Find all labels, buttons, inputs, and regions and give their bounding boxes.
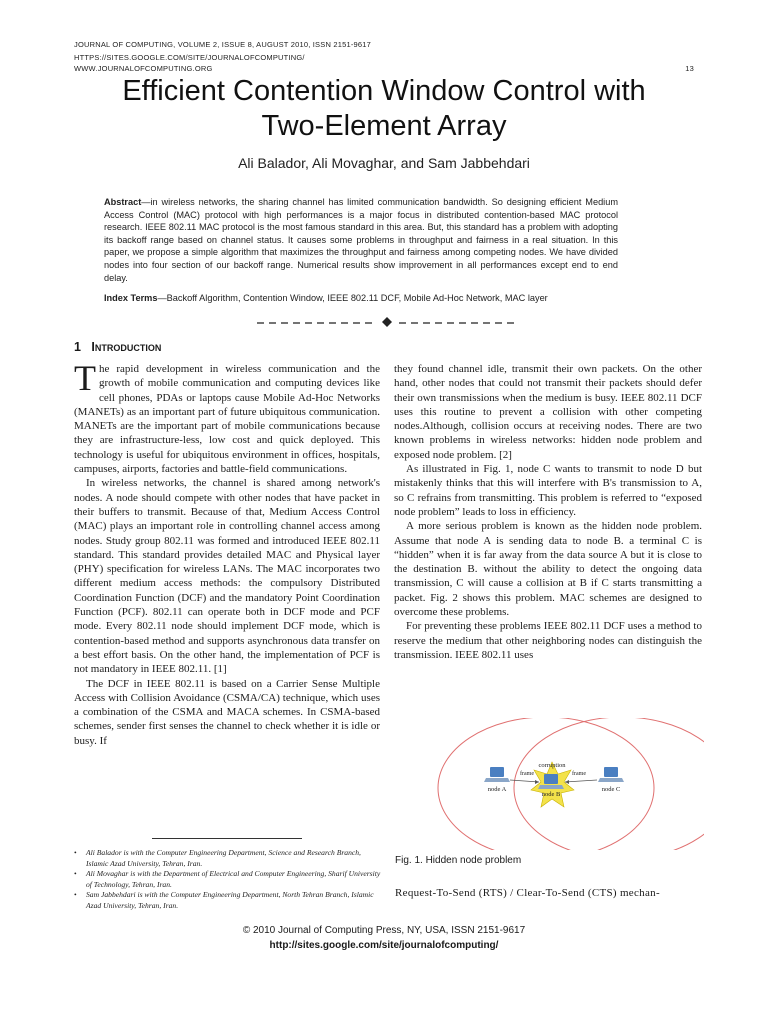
section-divider bbox=[255, 312, 519, 330]
hidden-node-figure bbox=[396, 718, 704, 850]
arrowhead-icon bbox=[535, 780, 539, 784]
index-terms-text: —Backoff Algorithm, Contention Window, IEEE 802.11 DCF, Mobile Ad-Hoc Network, MAC layer bbox=[157, 293, 548, 303]
right-column bbox=[394, 362, 702, 662]
paper-title bbox=[70, 74, 698, 144]
footnote: • Ali Balador is with the Computer Engineering Department, Science and Research Branch, Islamic Azad University, Tehran, Iran. bbox=[74, 848, 384, 869]
collision-label: corruption bbox=[538, 762, 566, 769]
paragraph: A more serious problem is known as the hidden node problem. Assume that node A is sending data to node B. a terminal C is “hidden” when it is far away from the data source A but it is close to the destination B. without the ability to detect the ongoing data transmission, C will cause a collision at B if C starts transmitting a packet. Fig. 2 shows this problem. MAC schemes are designed to overcome these problems. bbox=[394, 520, 702, 619]
node-c-label: node C bbox=[601, 786, 621, 793]
figure-caption: Fig. 1. Hidden node problem bbox=[395, 855, 522, 866]
section-heading bbox=[74, 340, 161, 354]
continuation-text: Request-To-Send (RTS) / Clear-To-Send (CTS) mechan- bbox=[395, 887, 660, 899]
paragraph: In wireless networks, the channel is shared among network's nodes. A node should compete with other nodes that have packet in their buffers to transmit. Because of that, Medium Access Control (MAC) plays an important role in controlling channel access among nodes. Study group 802.11 was formed and introduced IEEE 802.11 standard. This standard provides detailed MAC and Physical layer (PHY) specification for wireless LANs. The MAC incorporates two different medium access methods: the compulsory Distributed Coordination Function (DCF) and the mandatory Point Coordination Function (PCF). 802.11 can operate both in DCF mode and PCF mode. Every 802.11 node should implement DCF mode, which is contention-based method and supports asynchronous data transfer on a best effort basis. On the other hand, the implementation of PCF is not mandatory in IEEE 802.11. [1] bbox=[74, 477, 380, 676]
abstract-text: —in wireless networks, the sharing channel has limited communication bandwidth. So designing efficient Medium Access Control (MAC) protocol with high performances is a major focus in distributed contention-based MAC protocol research. IEEE 802.11 MAC protocol is the most famous standard in this area. But, this standard has a problem with adopting its backoff range based on channel status. It causes some problems in throughput and fairness in a real situation. In this paper, we propose a simple algorithm that maximizes the throughput and fairness among competing nodes. We have divided nodes into four section of our backoff range. Numerical results show improvement in all performances except end to end delay. bbox=[104, 197, 618, 283]
journal-header-line-3: WWW.JOURNALOFCOMPUTING.ORG bbox=[74, 64, 213, 73]
title-line-1: Efficient Contention Window Control with bbox=[122, 75, 646, 107]
footnote-rule bbox=[152, 838, 302, 839]
section-number: 1 bbox=[74, 340, 81, 354]
footnote: • Ali Movaghar is with the Department of Electrical and Computer Engineering, Sharif University of Technology, Tehran, Iran. bbox=[74, 869, 384, 890]
paragraph: The DCF in IEEE 802.11 is based on a Carrier Sense Multiple Access with Collision Avoidance (CSMA/CA) technique, which uses a combination of the CSMA and MACA schemes. In CSMA-based schemes, sender first senses the channel to check whether it is idle or busy. If bbox=[74, 677, 380, 747]
index-terms bbox=[104, 292, 618, 305]
laptop-c-icon bbox=[598, 767, 624, 782]
authors: Ali Balador, Ali Movaghar, and Sam Jabbehdari bbox=[238, 155, 530, 171]
footer-url[interactable]: http://sites.google.com/site/journalofcomputing/ bbox=[269, 940, 499, 951]
frame-arrow-right bbox=[565, 780, 597, 782]
page-number: 13 bbox=[685, 64, 694, 73]
footnote: • Sam Jabbehdari is with the Computer Engineering Department, North Tehran Branch, Islamic Azad University, Tehran, Iran. bbox=[74, 890, 384, 911]
paragraph: they found channel idle, transmit their own packets. On the other hand, other nodes that could not transmit their packets should defer their own transmissions when the medium is busy. IEEE 802.11 DCF uses this routine to prevent a collision with other competing nodes.Although, collision occurs at receiving nodes. There are two known problems in wireless networks: hidden node problem and exposed node problem. [2] bbox=[394, 363, 702, 461]
node-a-label: node A bbox=[487, 786, 507, 793]
diamond-icon bbox=[382, 317, 392, 327]
laptop-a-icon bbox=[484, 767, 510, 782]
left-column bbox=[74, 358, 380, 748]
abstract-label: Abstract bbox=[104, 197, 142, 207]
node-b-label: node B bbox=[541, 791, 561, 798]
drop-cap: T bbox=[74, 358, 96, 398]
paragraph: The rapid development in wireless communication and the growth of mobile communication and computing devices like cell phones, PDAs or laptops cause Mobile Ad-Hoc Networks (MANETs) as an important part of future ubiquitous communication. MANETs are the important part of mobile communications because they are infrastructure-less, low cost and quick deployed. This technology is useful for ubiquitous environment in offices, hospitals, campuses, airports, factories and battle-field communications. bbox=[74, 358, 380, 476]
footer-copyright: © 2010 Journal of Computing Press, NY, USA, ISSN 2151-9617 bbox=[242, 925, 526, 936]
frame-label-right: frame bbox=[572, 771, 586, 777]
frame-label-left: frame bbox=[520, 771, 534, 777]
paragraph: For preventing these problems IEEE 802.11 DCF uses a method to reserve the medium that other neighboring nodes can distinguish the transmission. IEEE 802.11 uses bbox=[394, 620, 702, 661]
journal-header-line-2: HTTPS://SITES.GOOGLE.COM/SITE/JOURNALOFCOMPUTING/ bbox=[74, 53, 305, 62]
abstract bbox=[104, 196, 618, 284]
title-line-2: Two-Element Array bbox=[261, 110, 507, 142]
footnotes bbox=[74, 848, 384, 912]
section-title: Introduction bbox=[91, 340, 162, 354]
index-terms-label: Index Terms bbox=[104, 293, 158, 303]
paragraph: As illustrated in Fig. 1, node C wants to transmit to node D but mistakenly thinks that this will interfere with B's transmission to A, so C refrains from transmitting. This problem is referred to “exposed node problem” leads to loss in efficiency. bbox=[394, 463, 702, 518]
journal-header-line-1: JOURNAL OF COMPUTING, VOLUME 2, ISSUE 8, AUGUST 2010, ISSN 2151-9617 bbox=[74, 40, 372, 49]
